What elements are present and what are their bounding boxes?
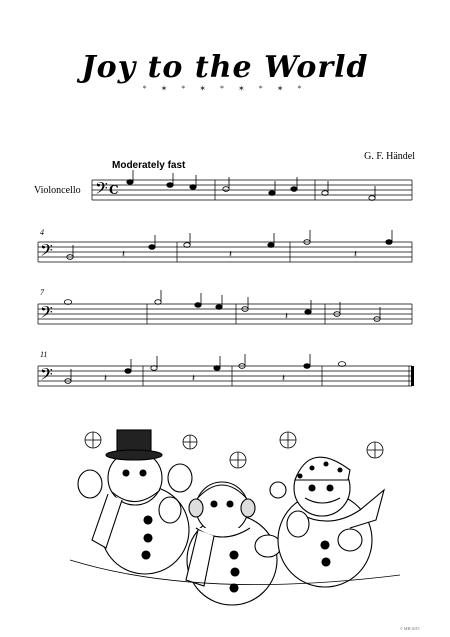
tempo-marking: Moderately fast	[112, 160, 186, 171]
time-signature: C	[109, 183, 119, 197]
composer-name: G. F. Händel	[364, 151, 415, 162]
instrument-label: Violoncello	[34, 185, 81, 196]
staff-system-1	[92, 180, 412, 200]
svg-text:𝄽: 𝄽	[122, 249, 126, 260]
copyright-footer: © MH 2015	[400, 626, 420, 631]
svg-text:𝄽: 𝄽	[354, 249, 358, 260]
staff-system-4	[38, 366, 412, 386]
decorative-stars: * ✶ * ✶ * ✶ * ✶ *	[142, 84, 308, 93]
snowman-beanie	[270, 457, 384, 587]
snowmen-illustration	[70, 430, 400, 605]
score-title: Joy to the World	[81, 50, 369, 85]
measure-number-7: 7	[40, 288, 44, 297]
svg-text:𝄽: 𝄽	[282, 373, 286, 384]
notes-system-4	[65, 354, 346, 384]
svg-text:𝄽: 𝄽	[192, 373, 196, 384]
bass-clef-icon: 𝄢	[40, 240, 53, 264]
final-barline	[411, 366, 414, 386]
staff-system-3	[38, 304, 412, 324]
bass-clef-icon: 𝄢	[40, 364, 53, 388]
notes-system-2	[67, 230, 392, 260]
svg-text:𝄽: 𝄽	[104, 373, 108, 384]
notes-system-3	[64, 290, 380, 322]
measure-number-11: 11	[40, 350, 48, 359]
svg-text:𝄽: 𝄽	[285, 311, 289, 322]
measure-number-4: 4	[40, 228, 44, 237]
bass-clef-icon: 𝄢	[95, 178, 108, 202]
svg-text:𝄽: 𝄽	[229, 249, 233, 260]
bass-clef-icon: 𝄢	[40, 302, 53, 326]
